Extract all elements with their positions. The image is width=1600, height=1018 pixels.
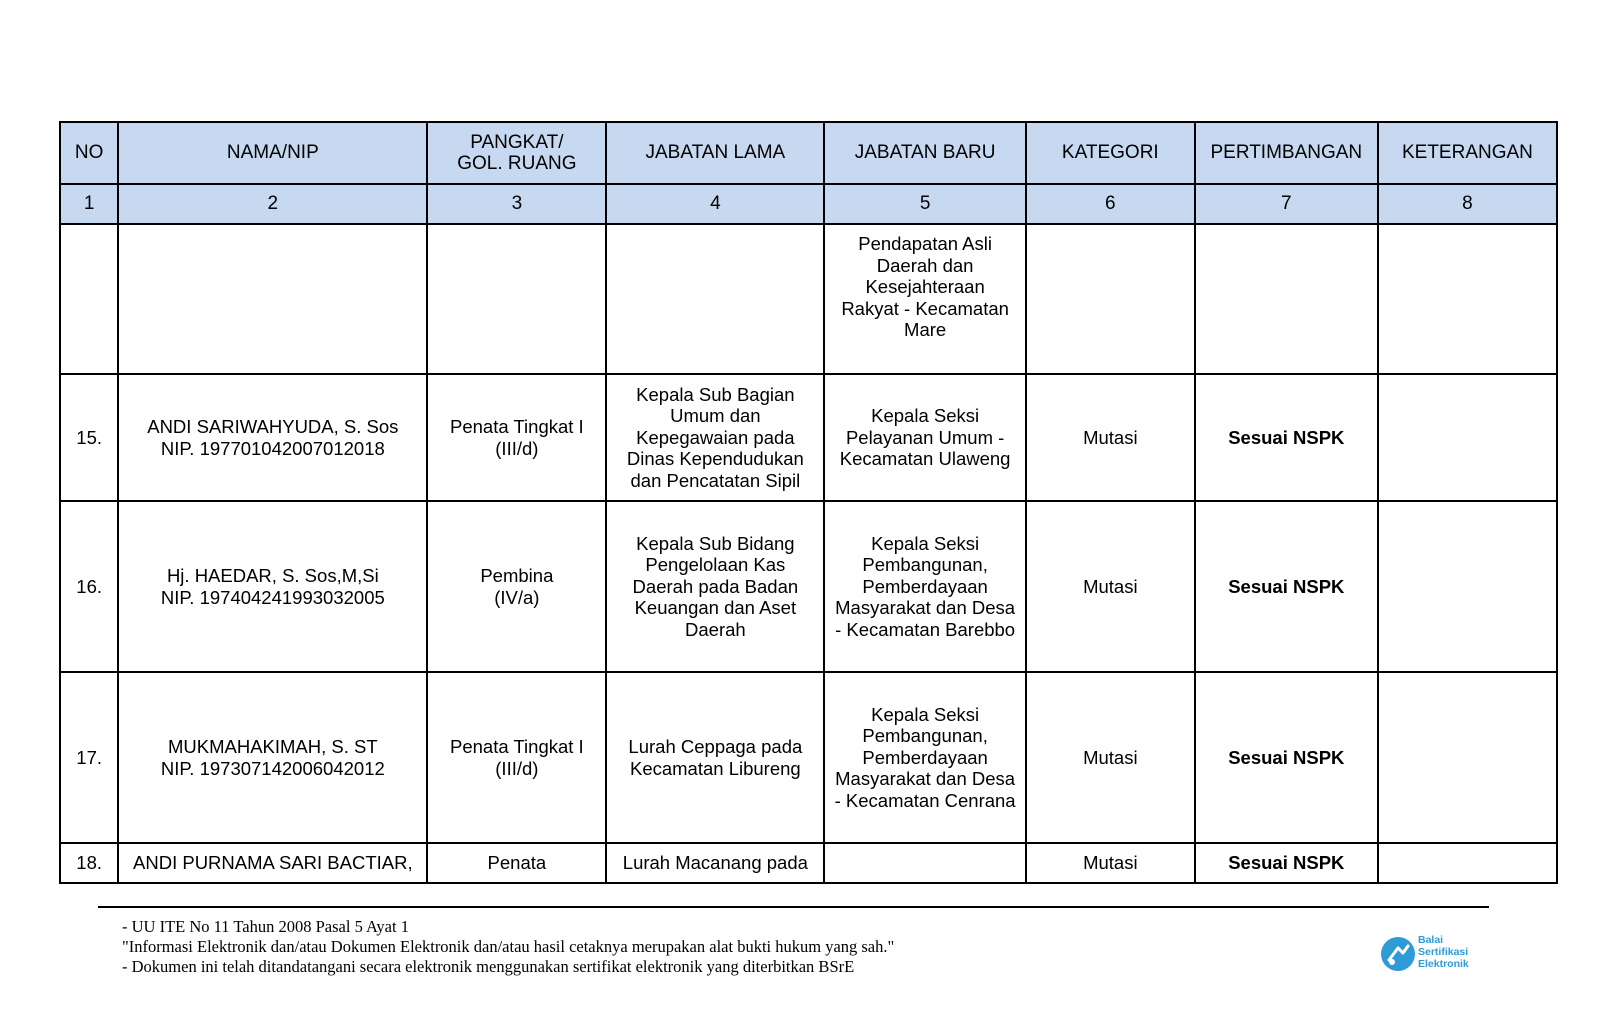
footer-notice xyxy=(122,917,894,977)
header-pangkat-line1: PANGKAT/ xyxy=(470,131,564,153)
cell-pertimbangan: Sesuai NSPK xyxy=(1195,374,1378,501)
cell-line: Kepegawaian pada xyxy=(636,426,795,448)
bsre-logo xyxy=(1380,934,1490,978)
cell-nama xyxy=(118,374,427,501)
cell-jabatan-lama xyxy=(606,501,824,672)
header-jabatan-baru: JABATAN BARU xyxy=(824,122,1026,184)
cell-line: Daerah pada Badan xyxy=(632,575,799,597)
header-nama-nip: NAMA/NIP xyxy=(118,122,427,184)
col-number: 1 xyxy=(60,184,118,224)
cell-line: (III/d) xyxy=(495,757,539,779)
cell-nama xyxy=(118,843,427,883)
footer-divider xyxy=(98,906,1489,908)
cell-line: Lurah Ceppaga pada xyxy=(628,736,803,757)
cell-line: Pembangunan, xyxy=(862,554,988,576)
cell-jabatan-baru xyxy=(824,672,1026,843)
col-number: 4 xyxy=(606,184,824,224)
cell-line: Kepala Seksi xyxy=(871,703,980,725)
cell-keterangan xyxy=(1378,672,1557,843)
cell-line: Kepala Sub Bagian xyxy=(636,383,795,405)
cell-line: Pembangunan, xyxy=(862,725,988,747)
cell-line: (IV/a) xyxy=(494,586,540,608)
cell-line: - Kecamatan Cenrana xyxy=(834,789,1016,811)
cell-keterangan xyxy=(1378,374,1557,501)
cell-line: Kepala Sub Bidang xyxy=(636,532,795,554)
col-number: 5 xyxy=(824,184,1026,224)
table-row-continuation xyxy=(60,224,1557,374)
cell-kategori: Mutasi xyxy=(1026,374,1195,501)
cell-line: Penata Tingkat I xyxy=(450,736,584,757)
cell-keterangan xyxy=(1378,501,1557,672)
cell-no: 16. xyxy=(60,501,118,672)
cell-pangkat xyxy=(427,501,606,672)
header-jabatan-lama: JABATAN LAMA xyxy=(606,122,824,184)
header-pangkat-line2: GOL. RUANG xyxy=(457,153,577,174)
employee-name: ANDI PURNAMA SARI BACTIAR, xyxy=(133,852,413,874)
cell-jabatan-lama xyxy=(606,374,824,501)
cell-line: Pembina xyxy=(480,565,554,586)
footer-line-3: - Dokumen ini telah ditandatangani secara elektronik menggunakan sertifikat elektronik yang diterbitkan BSrE xyxy=(122,957,855,976)
header-row xyxy=(60,122,1557,184)
bsre-logo-icon xyxy=(1380,934,1416,974)
col-number: 3 xyxy=(427,184,606,224)
header-keterangan: KETERANGAN xyxy=(1378,122,1557,184)
cell-line: Kepala Seksi xyxy=(871,532,980,554)
cell-line: Rakyat - Kecamatan xyxy=(841,297,1009,319)
col-number: 6 xyxy=(1026,184,1195,224)
logo-line: Sertifikasi xyxy=(1418,946,1469,958)
table-row xyxy=(60,374,1557,501)
footer-line-2: "Informasi Elektronik dan/atau Dokumen Elektronik dan/atau hasil cetaknya merupakan alat bukti hukum yang sah." xyxy=(122,937,895,956)
mutation-table xyxy=(59,121,1558,884)
cell-kategori: Mutasi xyxy=(1026,672,1195,843)
cell-nama xyxy=(118,501,427,672)
cell-line: dan Pencatatan Sipil xyxy=(630,469,801,491)
cell-jabatan-baru xyxy=(824,374,1026,501)
cell-keterangan xyxy=(1378,843,1557,883)
cell-pangkat: Penata xyxy=(427,843,606,883)
header-pertimbangan: PERTIMBANGAN xyxy=(1195,122,1378,184)
cell-jabatan-baru xyxy=(824,224,1026,374)
cell-line: Kepala Seksi xyxy=(871,405,980,427)
cell-line: (III/d) xyxy=(495,437,539,459)
cell-line: Keuangan dan Aset xyxy=(634,597,797,619)
cell-keterangan xyxy=(1378,224,1557,374)
cell-line: Pelayanan Umum - xyxy=(845,426,1005,448)
cell-line: Pendapatan Asli xyxy=(858,233,992,254)
table-row xyxy=(60,672,1557,843)
employee-nip: NIP. 197404241993032005 xyxy=(160,586,385,608)
cell-line: Kecamatan Libureng xyxy=(629,757,801,779)
header-pangkat xyxy=(427,122,606,184)
cell-pangkat xyxy=(427,224,606,374)
cell-kategori: Mutasi xyxy=(1026,843,1195,883)
cell-no: 18. xyxy=(60,843,118,883)
cell-jabatan-baru xyxy=(824,843,1026,883)
cell-pangkat xyxy=(427,672,606,843)
cell-nama xyxy=(118,672,427,843)
cell-line: Mare xyxy=(904,319,947,340)
employee-name: ANDI SARIWAHYUDA, S. Sos xyxy=(147,416,399,437)
cell-line: Penata Tingkat I xyxy=(450,416,584,437)
cell-kategori: Mutasi xyxy=(1026,501,1195,672)
cell-jabatan-lama xyxy=(606,224,824,374)
col-number: 8 xyxy=(1378,184,1557,224)
cell-jabatan-lama: Lurah Macanang pada xyxy=(606,843,824,883)
column-number-row xyxy=(60,184,1557,224)
cell-line: Masyarakat dan Desa xyxy=(835,768,1016,790)
table-row xyxy=(60,843,1557,883)
header-kategori: KATEGORI xyxy=(1026,122,1195,184)
cell-jabatan-lama xyxy=(606,672,824,843)
cell-line: Umum dan xyxy=(670,405,761,427)
col-number: 2 xyxy=(118,184,427,224)
cell-jabatan-baru xyxy=(824,501,1026,672)
cell-line: Kesejahteraan xyxy=(865,276,985,297)
cell-pertimbangan: Sesuai NSPK xyxy=(1195,501,1378,672)
footer-line-1: - UU ITE No 11 Tahun 2008 Pasal 5 Ayat 1 xyxy=(122,917,409,936)
employee-name: MUKMAHAKIMAH, S. ST xyxy=(167,736,378,757)
table-row xyxy=(60,501,1557,672)
logo-line: Balai xyxy=(1418,934,1444,946)
cell-nama xyxy=(118,224,427,374)
col-number: 7 xyxy=(1195,184,1378,224)
cell-line: Kecamatan Ulaweng xyxy=(839,448,1011,470)
cell-no xyxy=(60,224,118,374)
employee-name: Hj. HAEDAR, S. Sos,M,Si xyxy=(166,565,379,586)
employee-nip: NIP. 197701042007012018 xyxy=(160,437,385,459)
cell-line: Pemberdayaan xyxy=(862,575,988,597)
header-no: NO xyxy=(60,122,118,184)
cell-pertimbangan xyxy=(1195,224,1378,374)
cell-no: 17. xyxy=(60,672,118,843)
cell-line: Pengelolaan Kas xyxy=(645,554,786,576)
cell-line: Masyarakat dan Desa xyxy=(835,597,1016,619)
cell-line: Daerah xyxy=(685,618,746,640)
cell-line: Pemberdayaan xyxy=(862,746,988,768)
cell-kategori xyxy=(1026,224,1195,374)
cell-line: Dinas Kependudukan xyxy=(626,448,804,470)
cell-line: Daerah dan xyxy=(876,254,974,276)
cell-no: 15. xyxy=(60,374,118,501)
logo-line: Elektronik xyxy=(1418,958,1469,970)
cell-pangkat xyxy=(427,374,606,501)
cell-pertimbangan: Sesuai NSPK xyxy=(1195,843,1378,883)
cell-pertimbangan: Sesuai NSPK xyxy=(1195,672,1378,843)
cell-line: - Kecamatan Barebbo xyxy=(835,618,1016,640)
employee-nip: NIP. 197307142006042012 xyxy=(160,757,385,779)
bsre-logo-text xyxy=(1418,934,1469,970)
